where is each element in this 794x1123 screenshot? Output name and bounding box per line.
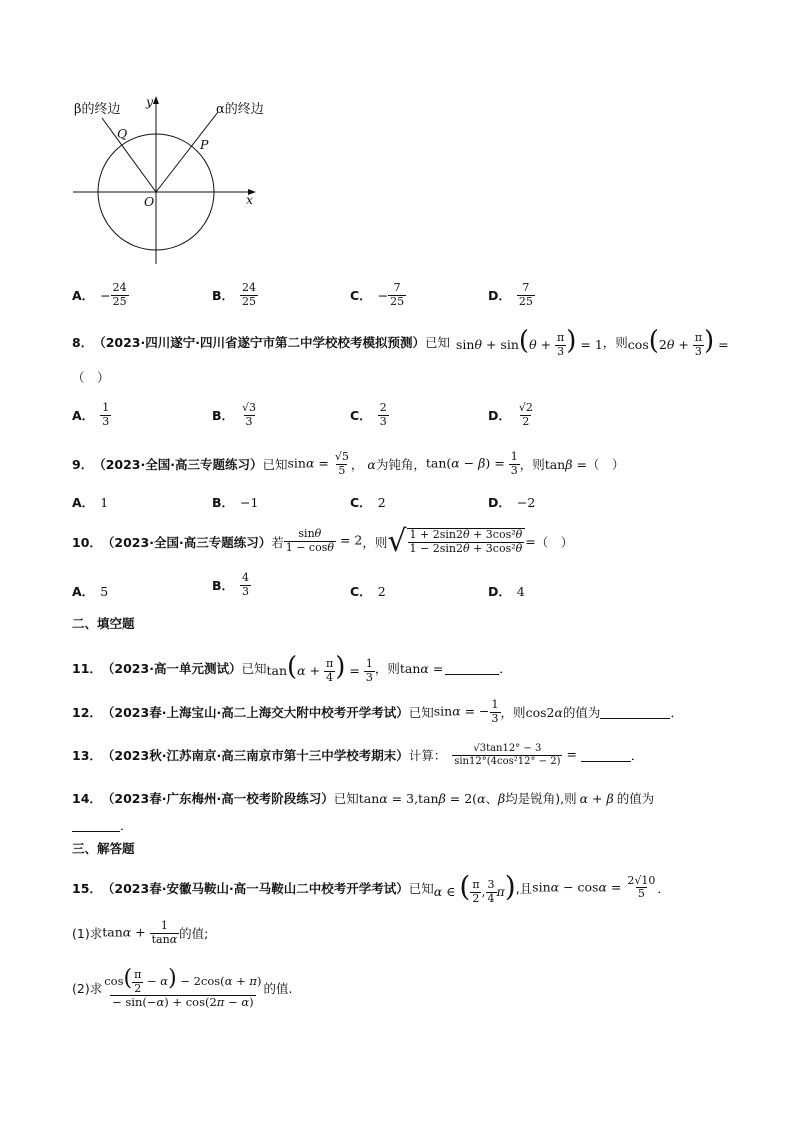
formula: cos( $\frac{\pi}{2}$ − α) − 2cos(α + π) − sin(−α) + cos(2π − α) xyxy=(104,966,262,1010)
answer-blank[interactable] xyxy=(581,749,631,762)
stem-text: ,且 xyxy=(515,880,533,896)
q7-option-d[interactable] xyxy=(488,282,535,308)
question-number: 11． xyxy=(72,661,102,677)
stem-text: 为钝角， xyxy=(375,457,426,473)
question-source: （2023春·上海宝山·高二上海交大附中校考开学考试） xyxy=(101,705,409,721)
question-number: 15． xyxy=(72,880,102,896)
q15-part1 xyxy=(72,920,208,946)
question-source: （2023·高一单元测试） xyxy=(101,661,242,677)
formula: tanα = 3,tanβ = 2(α、β xyxy=(358,791,506,806)
point-p-label: P xyxy=(200,137,209,152)
stem-text: 已知 xyxy=(241,661,267,677)
formula: $\frac{\sin\theta}{1 - \cos\theta}$ = 2 xyxy=(285,527,363,554)
q15-part2 xyxy=(72,966,292,1009)
fraction: $\frac{24}{25}$ xyxy=(242,281,257,308)
q10-option-d[interactable] xyxy=(488,582,525,600)
formula: cos(2θ + $\frac{\pi}{3}$ ) = xyxy=(627,326,729,358)
fraction: $\frac{2}{3}$ xyxy=(379,401,387,428)
beta-terminal-label: β的终边 xyxy=(74,102,121,117)
section-heading-solution: 三、解答题 xyxy=(72,841,135,856)
fraction: $\frac{7}{25}$ xyxy=(518,281,533,308)
option-label: C． xyxy=(350,408,372,424)
stem-text: 的值为 xyxy=(616,791,655,806)
q13-stem xyxy=(72,743,643,767)
stem-text: ． xyxy=(670,705,683,721)
formula: sinθ + sin(θ + $\frac{\pi}{3}$ ) = 1 xyxy=(456,326,603,358)
q8-option-b[interactable] xyxy=(212,402,258,428)
stem-text: 已知 xyxy=(262,457,288,473)
stem-text: ． xyxy=(120,818,133,833)
option-label: A． xyxy=(72,584,95,599)
section-heading-fill-in: 二、填空题 xyxy=(72,616,135,631)
formula: tanα = xyxy=(399,660,444,676)
point-q-label: Q xyxy=(117,126,128,141)
question-source: （2023春·广东梅州·高一校考阶段练习） xyxy=(101,791,334,806)
stem-text: ， xyxy=(350,457,364,473)
fraction: $\frac{24}{25}$ xyxy=(112,281,127,308)
formula: sinα − cosα = $\frac{2√10}{5}$ xyxy=(532,873,656,901)
answer-paren: （ ） xyxy=(535,534,574,550)
alpha-terminal-side xyxy=(156,112,218,192)
q15-stem xyxy=(72,870,670,906)
q7-option-c[interactable] xyxy=(350,282,406,308)
option-label: D． xyxy=(488,408,511,424)
formula: α xyxy=(367,456,376,472)
stem-text: 的值为 xyxy=(562,705,601,721)
stem-text: 的值. xyxy=(263,980,293,996)
fraction: $\frac{√2}{2}$ xyxy=(518,401,533,428)
question-number: 8． xyxy=(72,335,94,351)
stem-text: 已知 xyxy=(408,705,434,721)
option-label: C． xyxy=(350,495,372,510)
stem-text: ． xyxy=(630,748,644,763)
answer-blank[interactable] xyxy=(445,662,499,675)
stem-text: 已知 xyxy=(425,335,451,351)
stem-text: ． xyxy=(657,880,670,896)
formula: cos2α xyxy=(525,704,563,720)
question-source: （2023·全国·高三专题练习） xyxy=(93,457,263,473)
question-source: （2023·四川遂宁·四川省遂宁市第二中学校校考模拟预测） xyxy=(93,335,425,351)
q11-stem xyxy=(72,652,512,685)
option-value: 1 xyxy=(100,494,109,510)
option-label: C． xyxy=(350,584,372,599)
q9-option-c[interactable] xyxy=(350,493,386,511)
q8-option-d[interactable] xyxy=(488,402,535,428)
formula: α ∈ ( $\frac{\pi}{2}$ , $\frac{3}{4}$ π) xyxy=(433,870,516,905)
question-number: 13． xyxy=(72,748,102,763)
question-source: （2023春·安徽马鞍山·高一马鞍山二中校考开学考试） xyxy=(101,880,409,896)
option-label: B． xyxy=(212,495,235,510)
q8-stem xyxy=(72,326,729,359)
alpha-terminal-label: α的终边 xyxy=(216,102,264,117)
y-axis-arrow xyxy=(153,96,159,104)
fraction: $\frac{√3}{3}$ xyxy=(242,401,257,428)
q8-option-a[interactable] xyxy=(72,402,111,428)
y-axis-label: y xyxy=(146,94,154,109)
q9-option-a[interactable] xyxy=(72,493,108,511)
option-label: D． xyxy=(488,495,511,510)
q7-option-b[interactable] xyxy=(212,282,258,308)
q10-option-c[interactable] xyxy=(350,582,386,600)
formula: tan(α + $\frac{\pi}{4}$ ) = $\frac{1}{3}$ xyxy=(266,652,373,684)
sign: − xyxy=(377,287,389,303)
formula: tanα + $\frac{1}{\tan\alpha}$ xyxy=(102,919,178,946)
option-value: −2 xyxy=(516,494,536,510)
beta-terminal-side xyxy=(102,118,156,192)
q14-stem xyxy=(72,789,654,807)
option-label: B． xyxy=(212,578,235,594)
x-axis-label: x xyxy=(246,192,254,207)
q9-stem xyxy=(72,451,624,477)
option-label: D． xyxy=(488,288,511,304)
q10-stem xyxy=(72,524,573,559)
formula: tanβ = xyxy=(544,456,587,472)
stem-text: 若 xyxy=(271,534,284,550)
stem-text: ，则 xyxy=(500,705,526,721)
formula: tan(α − β) = $\frac{1}{3}$ xyxy=(425,450,518,477)
stem-text: ． xyxy=(499,661,512,677)
formula: α + β xyxy=(579,790,614,806)
option-label: B． xyxy=(212,408,235,424)
q10-option-a[interactable] xyxy=(72,582,108,600)
stem-text: (1)求 xyxy=(72,926,103,942)
option-label: A． xyxy=(72,408,95,424)
q7-option-a[interactable] xyxy=(72,282,129,308)
option-value: 2 xyxy=(377,583,386,599)
stem-text: ，则 xyxy=(519,457,545,473)
answer-blank[interactable] xyxy=(600,706,670,719)
option-label: A． xyxy=(72,288,95,304)
answer-paren: （ ） xyxy=(586,457,625,473)
q14-answer-line xyxy=(72,816,133,834)
formula: sinα = − $\frac{1}{3}$ xyxy=(433,698,499,725)
stem-text: 均是锐角),则 xyxy=(505,791,577,806)
sign: − xyxy=(100,287,111,303)
q12-stem xyxy=(72,699,683,725)
option-value: 5 xyxy=(100,583,109,599)
stem-text: ，则 xyxy=(362,534,388,550)
question-number: 12． xyxy=(72,705,102,721)
question-number: 10． xyxy=(72,534,102,550)
q10-option-b[interactable] xyxy=(212,572,251,598)
fraction: $\frac{7}{25}$ xyxy=(390,281,405,308)
option-label: B． xyxy=(212,288,235,304)
stem-text: 计算： xyxy=(408,748,447,763)
fraction: $\frac{1}{3}$ xyxy=(102,401,110,428)
stem-text: ，则 xyxy=(374,661,400,677)
stem-text: 已知 xyxy=(333,791,359,806)
answer-blank[interactable] xyxy=(72,819,120,832)
option-value: 4 xyxy=(516,583,525,599)
option-label: A． xyxy=(72,495,95,510)
stem-text: (2)求 xyxy=(72,980,103,996)
fraction: $\frac{4}{3}$ xyxy=(242,571,250,598)
option-label: C． xyxy=(350,288,372,304)
formula: √ $\frac{\text{1 + 2sin2θ + 3cos²θ}}{\text{1 − 2sin2θ + 3cos²θ}}$ = xyxy=(387,524,536,559)
stem-text: 已知 xyxy=(408,880,434,896)
q9-option-d[interactable] xyxy=(488,493,535,511)
stem-text: ，则 xyxy=(602,335,628,351)
stem-text: 的值; xyxy=(179,926,209,942)
question-number: 14． xyxy=(72,791,102,806)
formula: $\frac{√3\tan 12^\circ - 3}{\text{sin12°(4cos²12° − 2)}}$ = xyxy=(454,743,577,767)
question-number: 9． xyxy=(72,457,94,473)
option-label: D． xyxy=(488,584,511,599)
question-source: （2023秋·江苏南京·高三南京市第十三中学校考期末） xyxy=(101,748,409,763)
formula: sinα = $\frac{√5}{5}$ xyxy=(287,450,349,477)
question-source: （2023·全国·高三专题练习） xyxy=(101,534,272,550)
q8-answer-paren: （ ） xyxy=(72,370,110,385)
origin-label: O xyxy=(144,194,155,209)
q8-option-c[interactable] xyxy=(350,402,389,428)
option-value: 2 xyxy=(377,494,386,510)
q9-option-b[interactable] xyxy=(212,493,258,511)
option-value: −1 xyxy=(240,494,259,510)
